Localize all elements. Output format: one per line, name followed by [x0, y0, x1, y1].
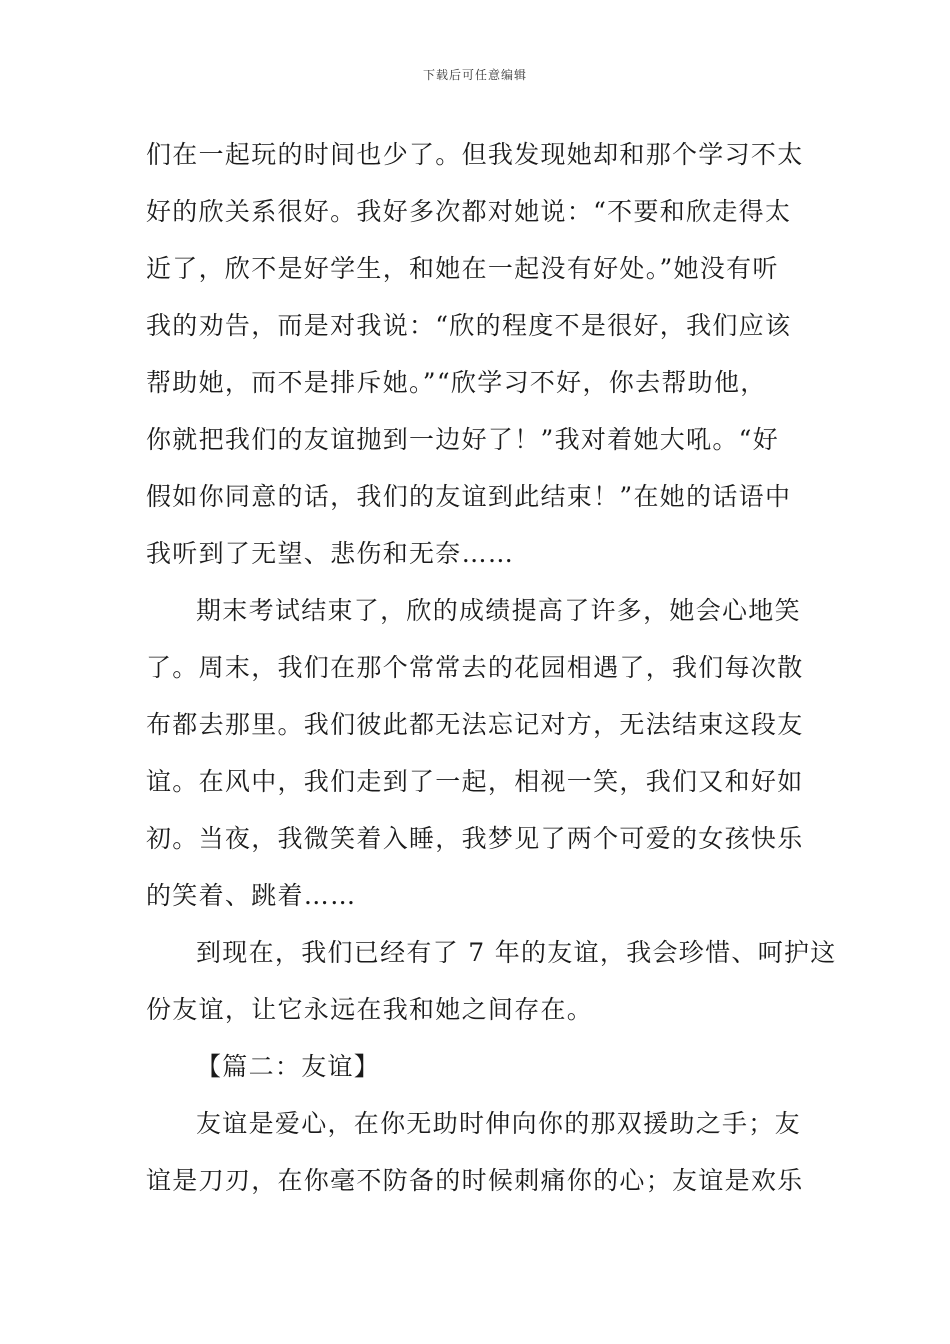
paragraph-start-line: 友谊是爱心，在你无助时伸向你的那双援助之手；友 — [196, 1109, 801, 1138]
text-line: 了。周末，我们在那个常常去的花园相遇了，我们每次散 — [146, 653, 804, 682]
text-line: 我的劝告，而是对我说：“欣的程度不是很好，我们应该 — [146, 311, 792, 340]
text-line: 谊。在风中，我们走到了一起，相视一笑，我们又和好如 — [146, 767, 804, 796]
text-line: 好的欣关系很好。我好多次都对她说：“不要和欣走得太 — [146, 197, 792, 226]
text-line: 帮助她，而不是排斥她。”“欣学习不好，你去帮助他， — [146, 368, 767, 397]
text-line: 你就把我们的友谊抛到一边好了！”我对着她大吼。“好 — [146, 425, 780, 454]
text-line: 们在一起玩的时间也少了。但我发现她却和那个学习不太 — [146, 140, 804, 169]
paragraph-start-line: 期末考试结束了，欣的成绩提高了许多，她会心地笑 — [196, 596, 801, 625]
document-body — [146, 126, 837, 1209]
text-line: 份友谊，让它永远在我和她之间存在。 — [146, 995, 594, 1024]
page-header: 下载后可任意编辑 — [422, 68, 527, 82]
text-line: 的笑着、跳着…… — [146, 881, 357, 910]
text-line: 假如你同意的话，我们的友谊到此结束！”在她的话语中 — [146, 482, 792, 511]
paragraph-start-line: 到现在，我们已经有了 7 年的友谊，我会珍惜、呵护这 — [196, 938, 837, 967]
text-line: 我听到了无望、悲伤和无奈…… — [146, 539, 515, 568]
text-line: 近了，欣不是好学生，和她在一起没有好处。”她没有听 — [146, 254, 779, 283]
section-heading: 【篇二：友谊】 — [196, 1052, 381, 1081]
text-line: 谊是刀刃，在你毫不防备的时候刺痛你的心；友谊是欢乐 — [146, 1166, 804, 1195]
text-line: 初。当夜，我微笑着入睡，我梦见了两个可爱的女孩快乐 — [146, 824, 804, 853]
text-line: 布都去那里。我们彼此都无法忘记对方，无法结束这段友 — [146, 710, 804, 739]
